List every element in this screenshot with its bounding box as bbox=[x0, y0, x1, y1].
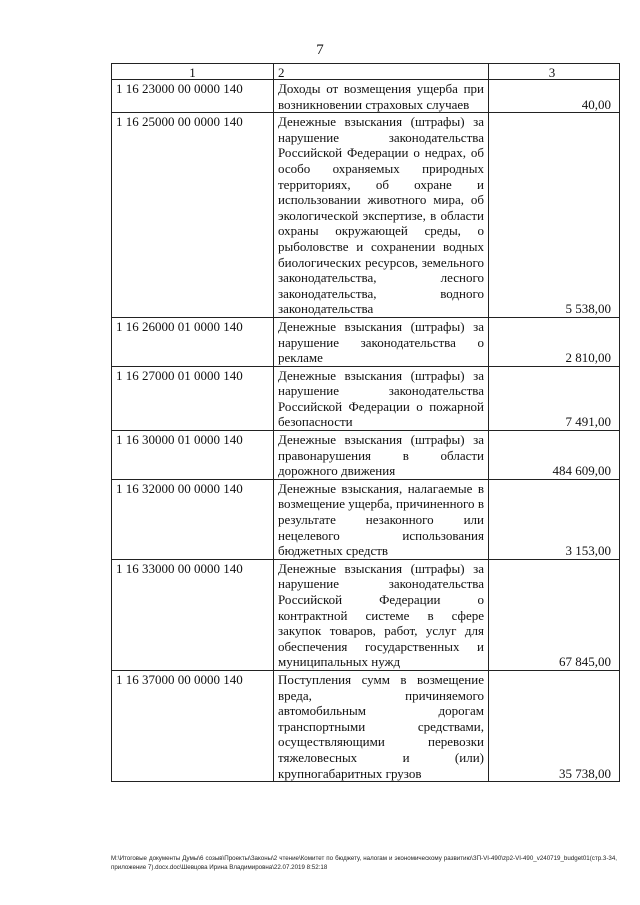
row-amount: 2 810,00 bbox=[489, 317, 620, 366]
row-code: 1 16 26000 01 0000 140 bbox=[112, 317, 274, 366]
table-row bbox=[112, 317, 620, 366]
row-amount: 35 738,00 bbox=[489, 670, 620, 781]
row-amount: 3 153,00 bbox=[489, 479, 620, 559]
column-header-3: 3 bbox=[489, 64, 620, 80]
table-row bbox=[112, 366, 620, 430]
row-name: Денежные взыскания (штрафы) за нарушение законодательства Российской Федерации о контрактной системе в сфере закупок товаров, работ, услуг для обеспечения государственных и муниципальных нужд bbox=[274, 559, 489, 670]
row-amount: 7 491,00 bbox=[489, 366, 620, 430]
column-header-2: 2 bbox=[274, 64, 489, 80]
table-row bbox=[112, 559, 620, 670]
row-amount: 40,00 bbox=[489, 80, 620, 113]
page-number: 7 bbox=[316, 42, 324, 58]
table-row bbox=[112, 670, 620, 781]
table-row bbox=[112, 113, 620, 318]
row-code: 1 16 23000 00 0000 140 bbox=[112, 80, 274, 113]
row-code: 1 16 27000 01 0000 140 bbox=[112, 366, 274, 430]
row-name: Денежные взыскания, налагаемые в возмещение ущерба, причиненного в результате незаконного или нецелевого использования бюджетных средств bbox=[274, 479, 489, 559]
column-header-1: 1 bbox=[112, 64, 274, 80]
row-amount: 67 845,00 bbox=[489, 559, 620, 670]
row-code: 1 16 33000 00 0000 140 bbox=[112, 559, 274, 670]
row-name: Поступления сумм в возмещение вреда, причиняемого автомобильным дорогам транспортными средствами, осуществляющими перевозки тяжеловесных и (или) крупногабаритных грузов bbox=[274, 670, 489, 781]
row-name: Доходы от возмещения ущерба при возникновении страховых случаев bbox=[274, 80, 489, 113]
budget-table bbox=[111, 63, 620, 782]
row-code: 1 16 30000 01 0000 140 bbox=[112, 431, 274, 480]
table-header-row bbox=[112, 64, 620, 80]
table-row bbox=[112, 80, 620, 113]
row-name: Денежные взыскания (штрафы) за нарушение законодательства Российской Федерации о недрах, об особо охраняемых природных территориях, об охране и использовании животного мира, об экологической экспертизе, в области охраны окружающей среды, о рыболовстве и сохранении водных биологических ресурсов, земельного законодательства, лесного законодательства, водного законодательства bbox=[274, 113, 489, 318]
row-code: 1 16 25000 00 0000 140 bbox=[112, 113, 274, 318]
footer-file-path: M:\Итоговые документы Думы\6 созыв\Проекты\Законы\2 чтение\Комитет по бюджету, налогам и экономическому развитию\ЗП-VI-490\zp2-VI-490_v240719_budget01(стр.3-34, приложение 7).docx.doc\Шевцова Ирина Владимировна\22.07.2019 8:52:18 bbox=[111, 855, 617, 871]
table-row bbox=[112, 431, 620, 480]
row-code: 1 16 37000 00 0000 140 bbox=[112, 670, 274, 781]
row-name: Денежные взыскания (штрафы) за нарушение законодательства Российской Федерации о пожарной безопасности bbox=[274, 366, 489, 430]
row-amount: 484 609,00 bbox=[489, 431, 620, 480]
table-row bbox=[112, 479, 620, 559]
row-name: Денежные взыскания (штрафы) за правонарушения в области дорожного движения bbox=[274, 431, 489, 480]
row-name: Денежные взыскания (штрафы) за нарушение законодательства о рекламе bbox=[274, 317, 489, 366]
row-code: 1 16 32000 00 0000 140 bbox=[112, 479, 274, 559]
row-amount: 5 538,00 bbox=[489, 113, 620, 318]
